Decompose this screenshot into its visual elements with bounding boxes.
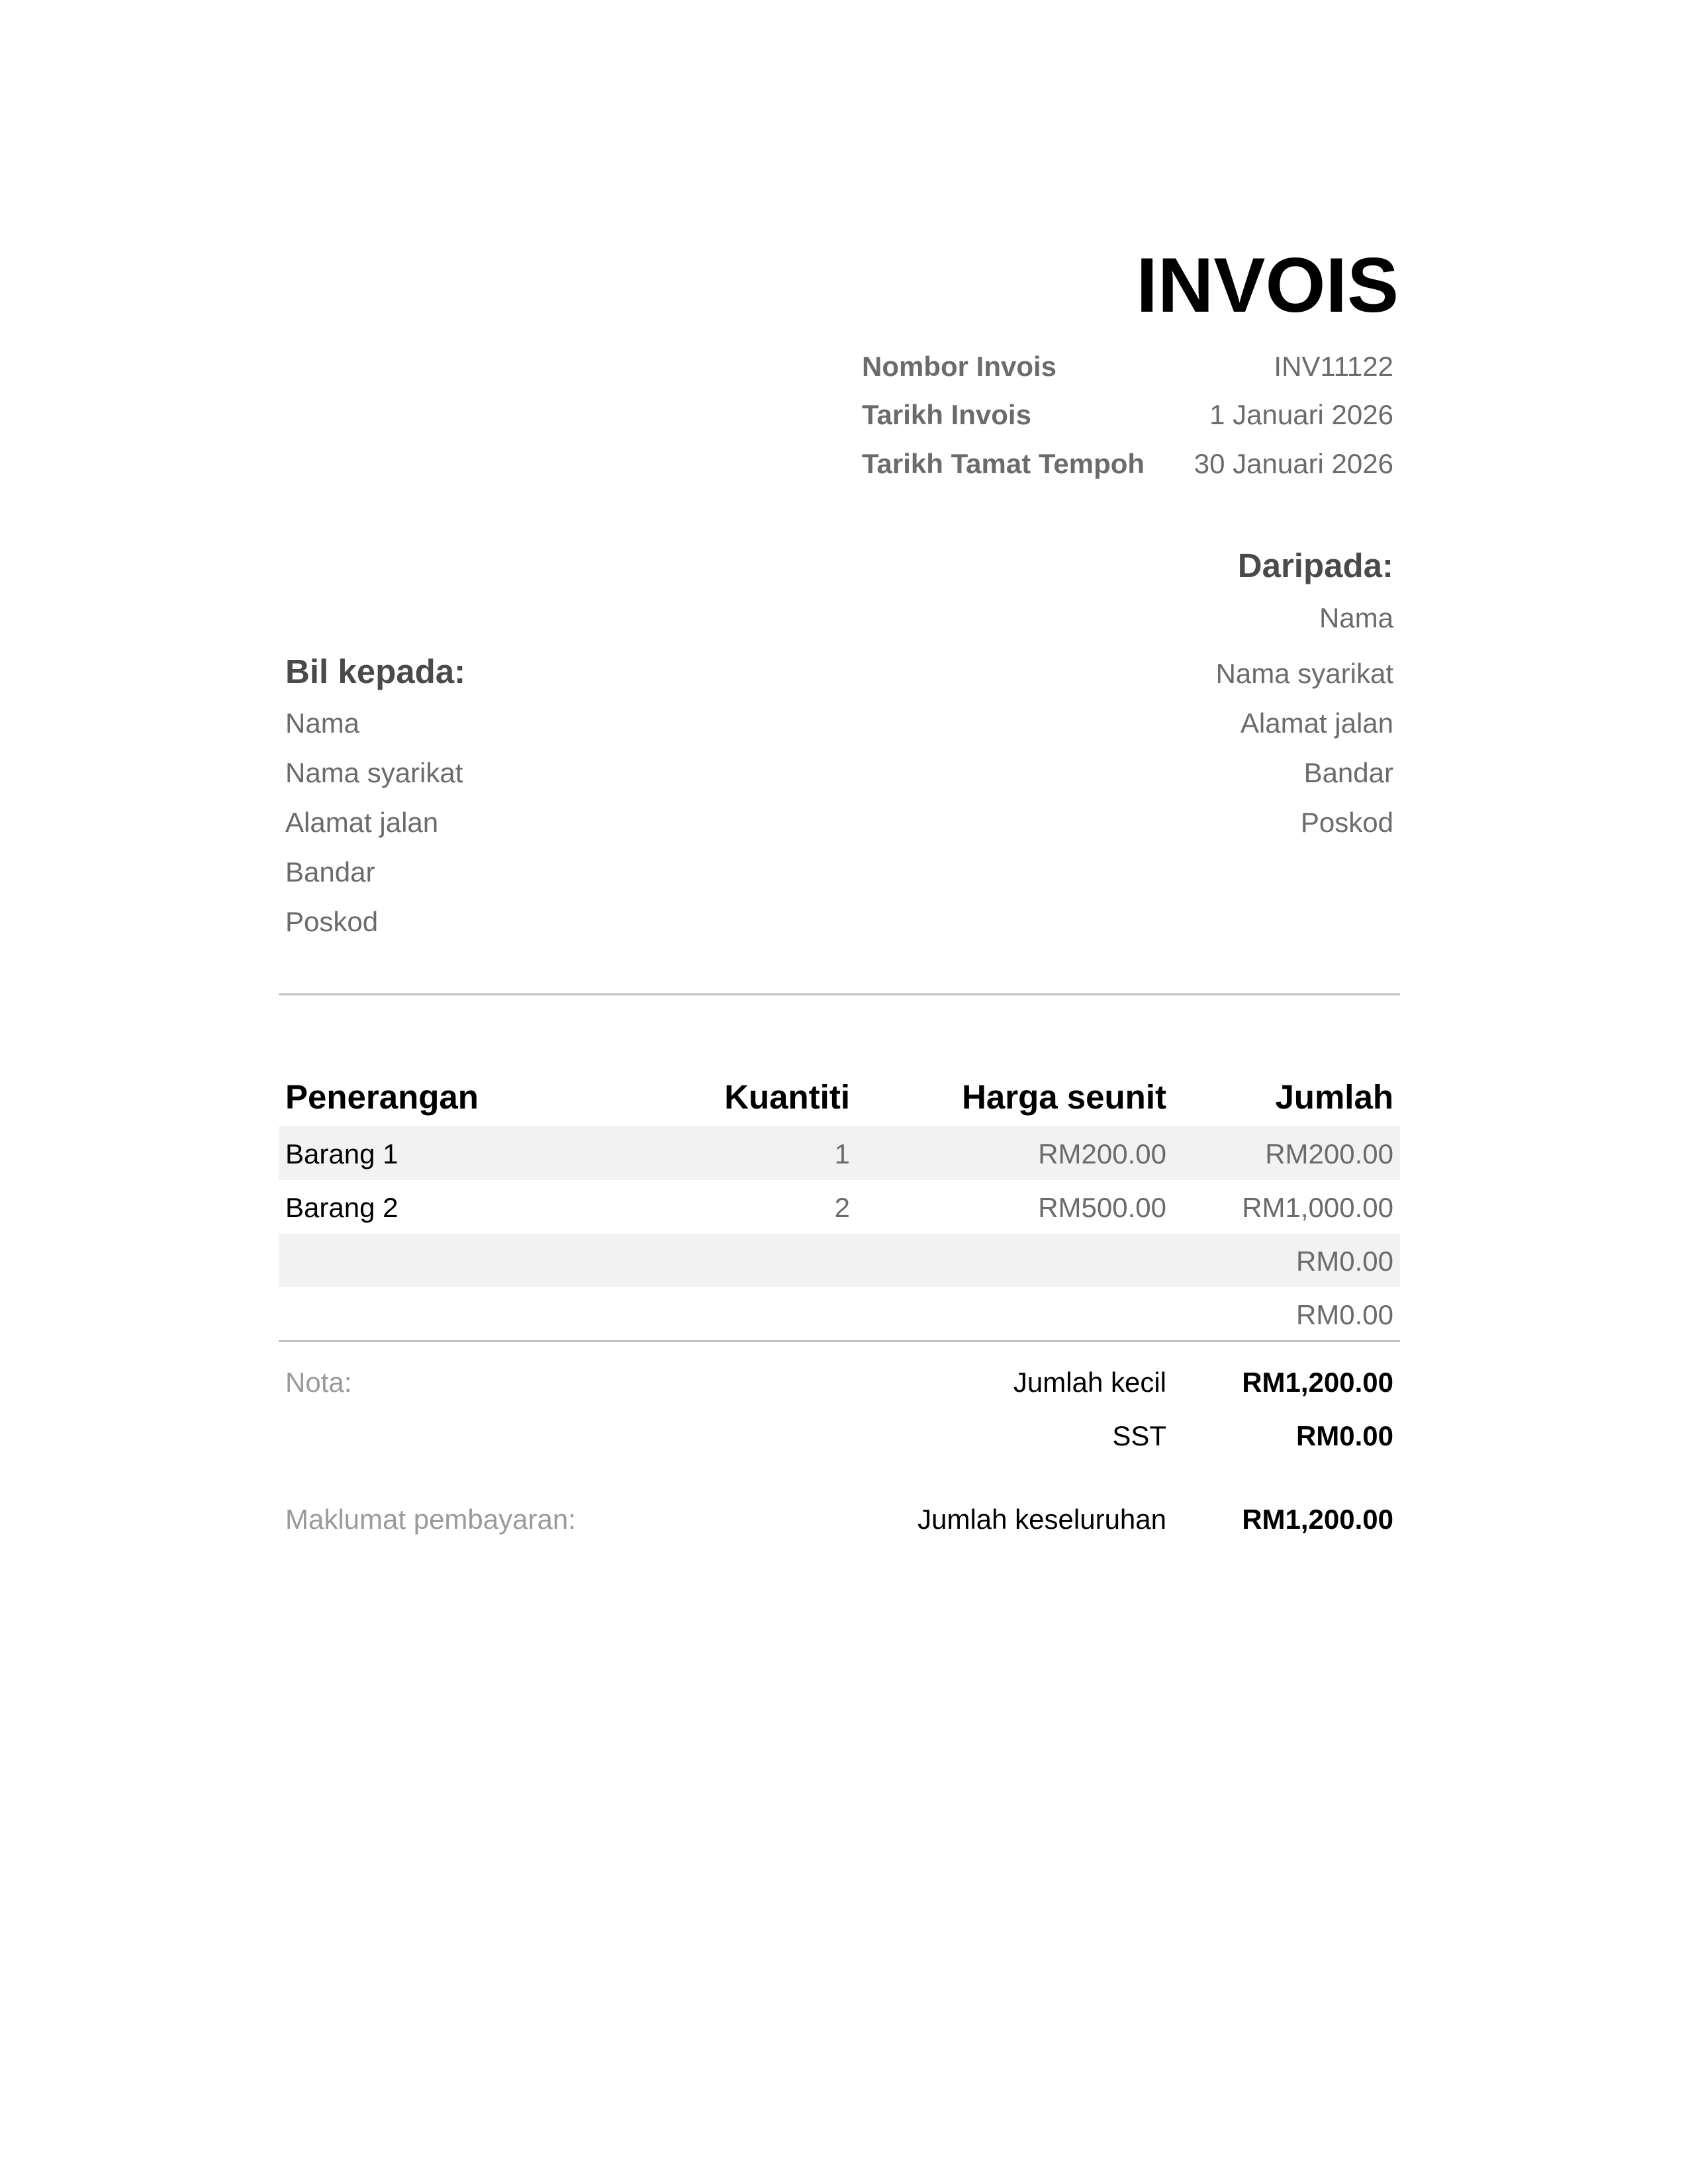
invoice-date-label: Tarikh Invois	[862, 399, 1031, 430]
row-3-amount: RM0.00	[1295, 1246, 1393, 1277]
bill-to-heading: Bil kepada:	[285, 653, 466, 690]
table-bottom-rule	[279, 1340, 1400, 1342]
payment-info-label: Maklumat pembayaran:	[285, 1504, 576, 1535]
row-1-amount: RM200.00	[1265, 1138, 1393, 1169]
tax-value: RM0.00	[1295, 1420, 1393, 1451]
from-city: Bandar	[1303, 757, 1393, 788]
from-postcode: Poskod	[1300, 807, 1393, 838]
bill-to-postcode: Poskod	[285, 906, 379, 937]
subtotal-value: RM1,200.00	[1242, 1367, 1393, 1398]
from-name: Nama	[1319, 602, 1393, 633]
bill-to-street: Alamat jalan	[285, 807, 439, 838]
due-date-label: Tarikh Tamat Tempoh	[862, 448, 1145, 479]
invoice-number-value: INV11122	[1274, 351, 1393, 382]
bill-to-name: Nama	[285, 707, 360, 739]
row-2-description: Barang 2	[285, 1192, 399, 1223]
bill-to-city: Bandar	[285, 856, 375, 887]
row-1-unit-price: RM200.00	[1038, 1138, 1166, 1169]
table-header-quantity: Kuantiti	[724, 1078, 850, 1116]
invoice-title: INVOIS	[1136, 242, 1399, 328]
row-1-quantity: 1	[834, 1138, 850, 1169]
section-divider	[279, 993, 1400, 995]
grand-total-label: Jumlah keseluruhan	[917, 1504, 1166, 1535]
table-header-unit-price: Harga seunit	[962, 1078, 1166, 1116]
row-2-unit-price: RM500.00	[1038, 1192, 1166, 1223]
bill-to-company: Nama syarikat	[285, 757, 463, 788]
invoice-date-value: 1 Januari 2026	[1209, 399, 1393, 430]
row-2-quantity: 2	[834, 1192, 850, 1223]
invoice-number-label: Nombor Invois	[862, 351, 1057, 382]
row-4-amount: RM0.00	[1295, 1299, 1393, 1330]
notes-label: Nota:	[285, 1367, 352, 1398]
row-2-amount: RM1,000.00	[1242, 1192, 1393, 1223]
from-heading: Daripada:	[1237, 547, 1393, 584]
table-header-amount: Jumlah	[1275, 1078, 1393, 1116]
table-row-stripe	[279, 1234, 1400, 1287]
due-date-value: 30 Januari 2026	[1194, 448, 1393, 479]
subtotal-label: Jumlah kecil	[1013, 1367, 1166, 1398]
table-header-description: Penerangan	[285, 1078, 479, 1116]
row-1-description: Barang 1	[285, 1138, 399, 1169]
grand-total-value: RM1,200.00	[1242, 1504, 1393, 1535]
tax-label: SST	[1112, 1420, 1166, 1451]
from-street: Alamat jalan	[1240, 707, 1393, 739]
from-company: Nama syarikat	[1215, 658, 1393, 689]
